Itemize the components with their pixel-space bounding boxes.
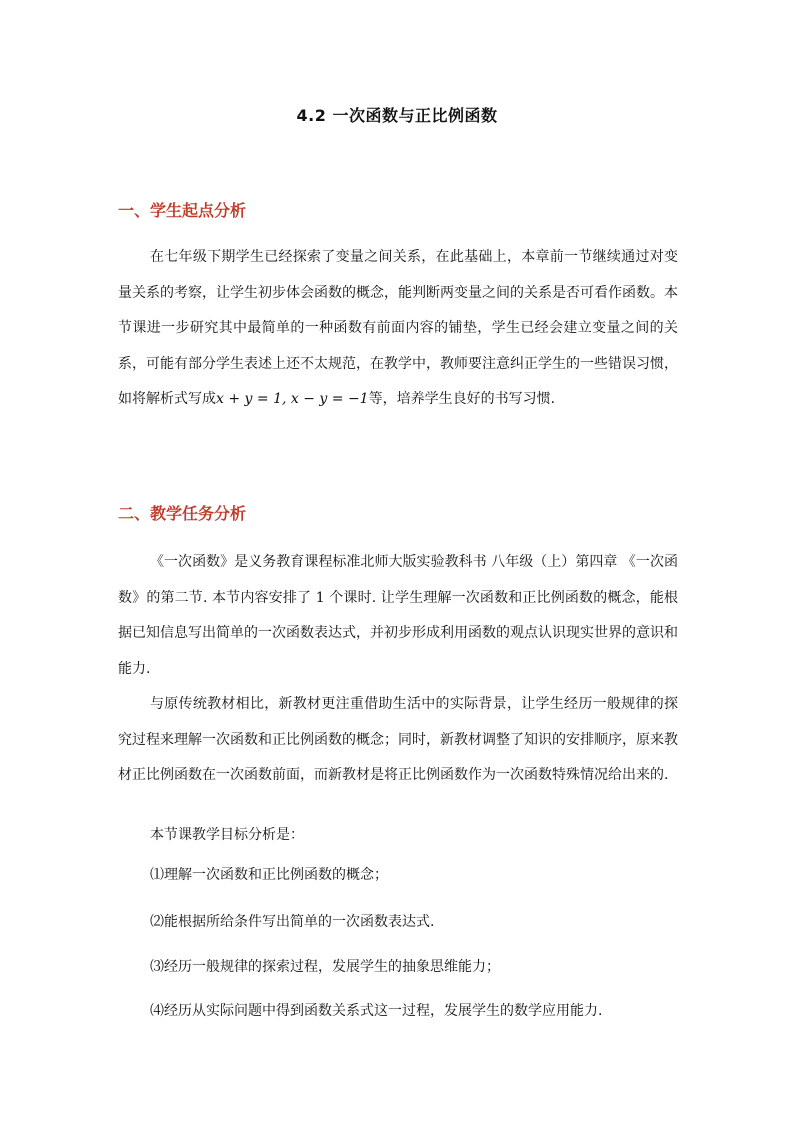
document-title: 4.2 一次函数与正比例函数 <box>296 106 498 125</box>
objective-item: ⑴理解一次函数和正比例函数的概念； <box>150 867 388 883</box>
paragraph-text: 等，培养学生良好的书写习惯. <box>368 391 556 407</box>
section-heading-task-analysis: 二、教学任务分析 <box>118 504 247 523</box>
section-heading-student-analysis: 一、学生起点分析 <box>118 201 247 220</box>
objective-item: ⑷经历从实际问题中得到函数关系式这一过程，发展学生的数学应用能力. <box>150 1003 603 1019</box>
objective-item: ⑶经历一般规律的探索过程，发展学生的抽象思维能力； <box>150 959 500 975</box>
paragraph-student-analysis <box>118 240 678 418</box>
paragraph-comparison: 与原传统教材相比，新教材更注重借助生活中的实际背景，让学生经历一般规律的探究过程来理解一次函数和正比例函数的概念；同时，新教材调整了知识的安排顺序，原来教材正比例函数在一次函数前面，而新教材是将正比例函数作为一次函数特殊情况给出来的. <box>118 696 678 783</box>
paragraph-text: 在七年级下期学生已经探索了变量之间关系，在此基础上，本章前一节继续通过对变量关系的考察，让学生初步体会函数的概念，能判断两变量之间的关系是否可看作函数。本节课进一步研究其中最简单的一种函数有前面内容的铺垫，学生已经会建立变量之间的关系，可能有部分学生表述上还不太规范，在教学中，教师要注意纠正学生的一些错误习惯，如将解析式写成 <box>118 249 678 407</box>
objective-item: ⑵能根据所给条件写出简单的一次函数表达式. <box>150 914 435 930</box>
paragraph-textbook-intro: 《一次函数》是义务教育课程标准北师大版实验教科书 八年级（上）第四章 《一次函数》的第二节. 本节内容安排了 1 个课时. 让学生理解一次函数和正比例函数的概念，能根据已知信息写出简单的一次函数表达式，并初步形成利用函数的观点认识现实世界的意识和能力. <box>118 554 678 677</box>
objectives-lead: 本节课教学目标分析是： <box>150 827 304 843</box>
math-expression: x + y = 1, x − y = −1 <box>216 391 369 407</box>
